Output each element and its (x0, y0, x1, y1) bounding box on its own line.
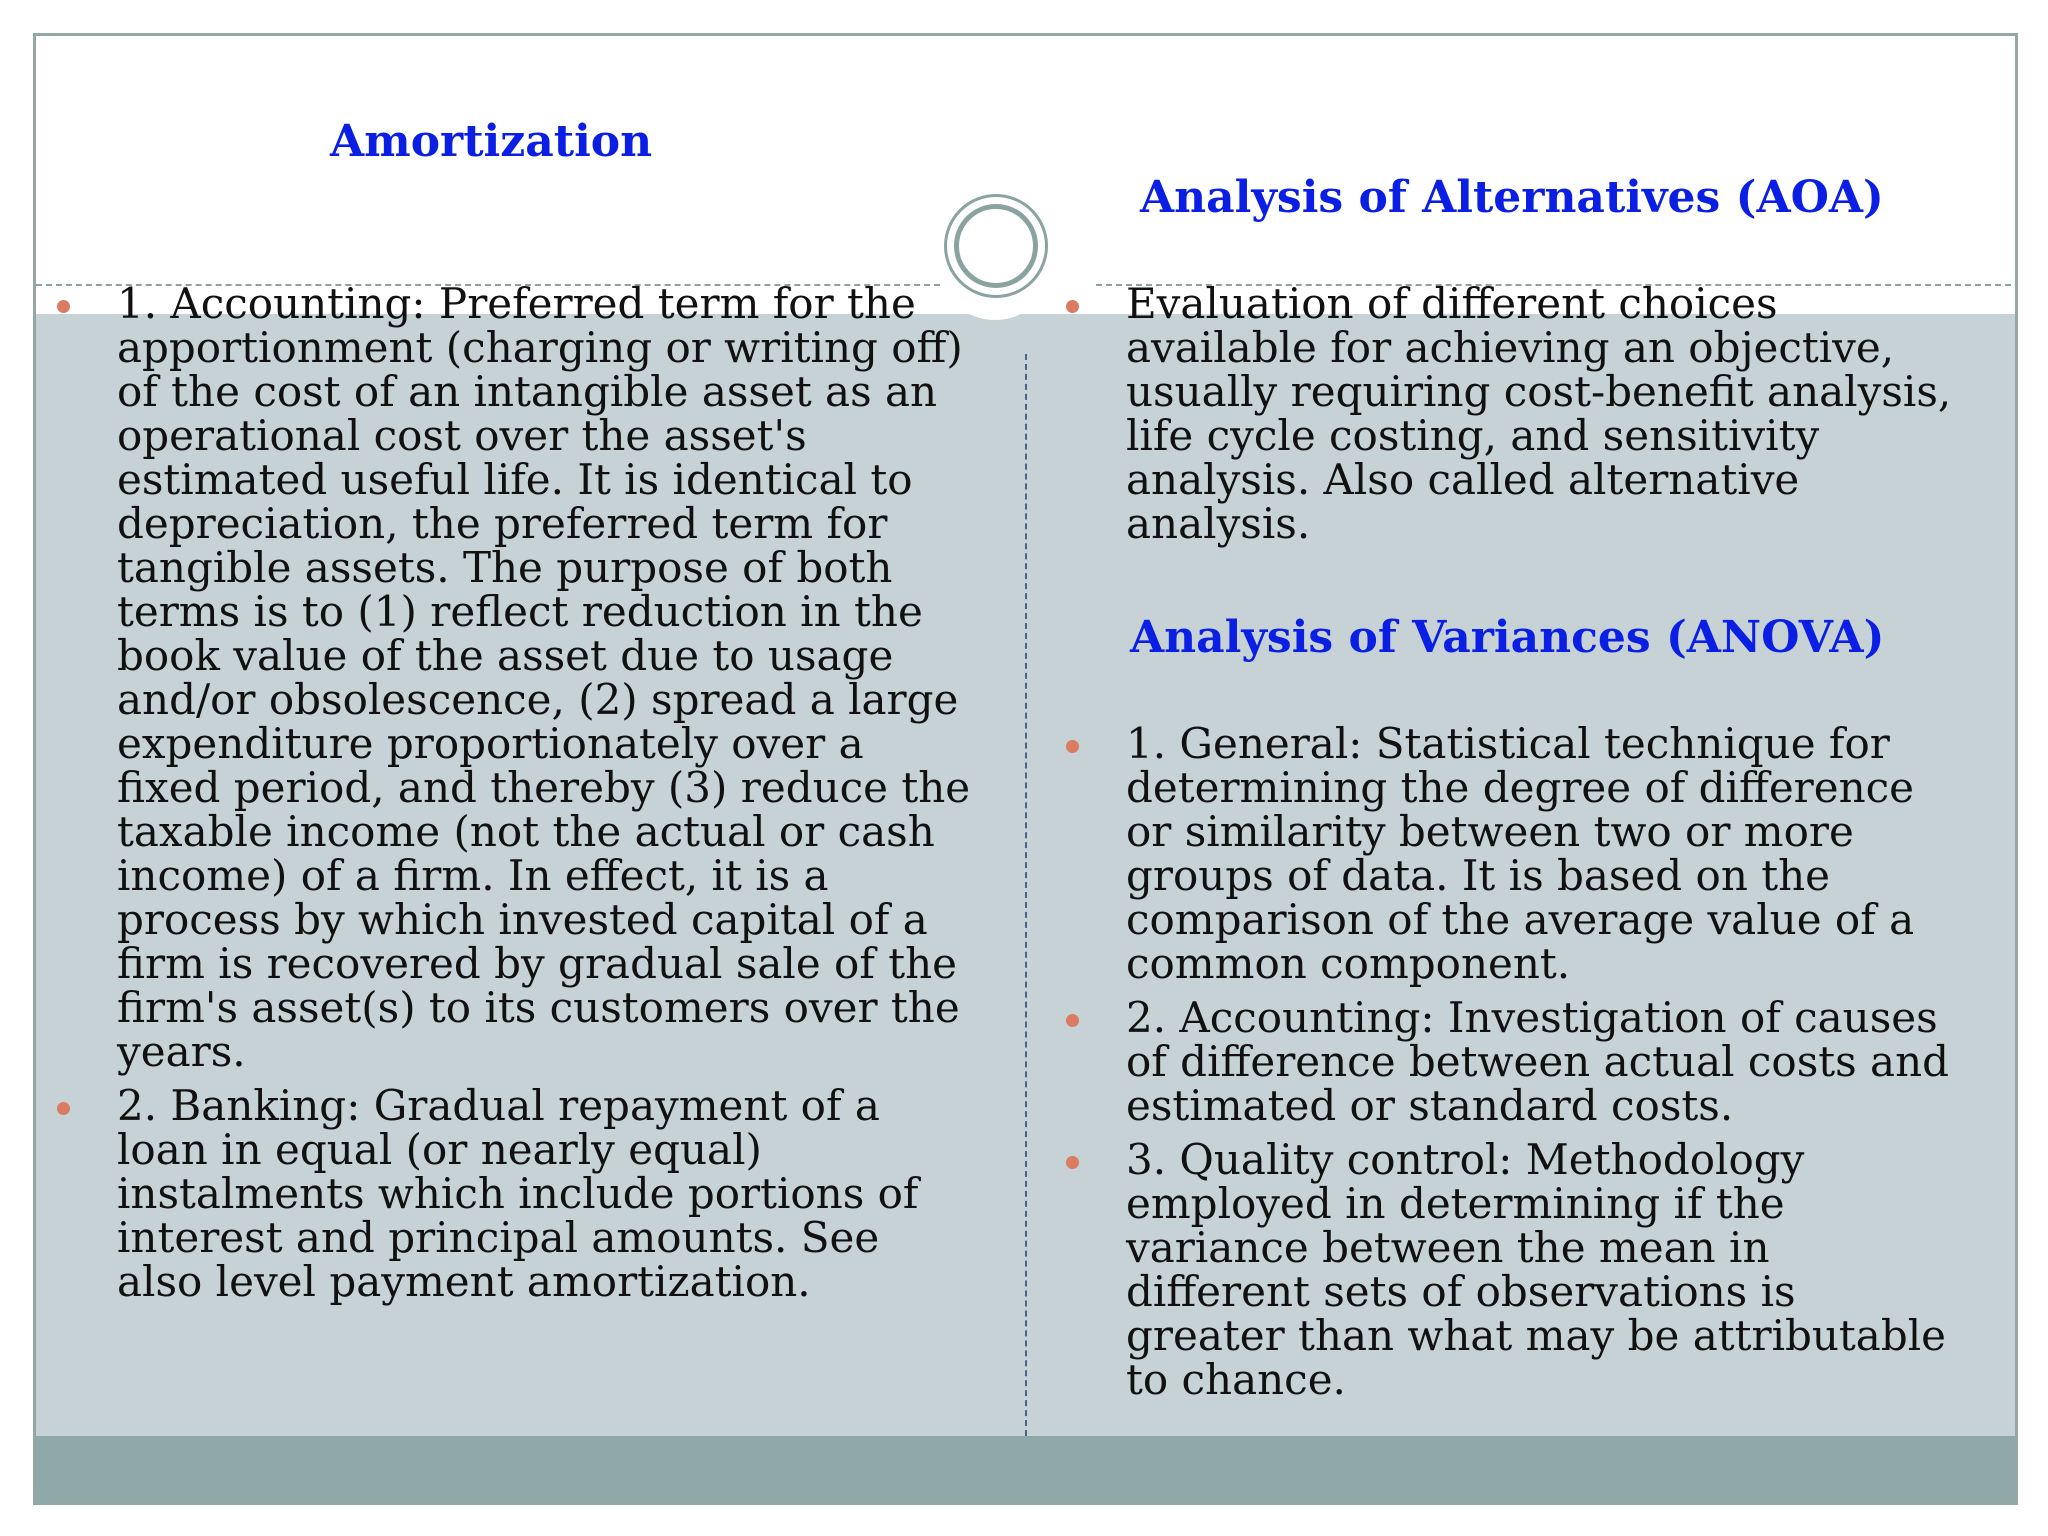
bullet-icon (1066, 300, 1079, 313)
list-item (117, 1081, 977, 1306)
bullet-icon (1066, 1156, 1079, 1169)
list-item-text: 1. General: Statistical technique for determining the degree of difference or similarity between two or more groups of data. It is based on the comparison of the average value of a common component. (1126, 719, 1915, 988)
bullet-icon (1066, 740, 1079, 753)
amortization-heading: Amortization (330, 116, 653, 167)
aoa-heading: Analysis of Alternatives (AOA) (1140, 172, 1884, 223)
anova-heading: Analysis of Variances (ANOVA) (1130, 612, 1885, 663)
footer-band (36, 1436, 2015, 1505)
amortization-list (117, 279, 977, 1306)
bullet-icon (57, 300, 70, 313)
list-item-text: 2. Accounting: Investigation of causes of difference between actual costs and estimated or standard costs. (1126, 993, 1950, 1130)
list-item-text: Evaluation of different choices available for achieving an objective, usually requiring cost-benefit analysis, life cycle costing, and sensitivity analysis. Also called alternative analysis. (1126, 279, 1952, 548)
column-divider (1025, 354, 1027, 1436)
bullet-icon (1066, 1014, 1079, 1027)
list-item (1126, 719, 1966, 988)
list-item-text: 1. Accounting: Preferred term for the apportionment (charging or writing off) of the cost of an intangible asset as an operational cost over the asset's estimated useful life. It is identical to depreciation, the preferred term for tangible assets. The purpose of both terms is to (1) reflect reduction in the book value of the asset due to usage and/or obsolescence, (2) spread a large expenditure proportionately over a fixed period, and thereby (3) reduce the taxable income (not the actual or cash income) of a firm. In effect, it is a process by which invested capital of a firm is recovered by gradual sale of the firm's asset(s) to its customers over the years. (117, 279, 971, 1076)
list-item (1126, 279, 1966, 548)
center-circle-inner-icon (954, 204, 1038, 288)
list-item (117, 279, 977, 1076)
bullet-icon (57, 1102, 70, 1115)
list-item (1126, 993, 1966, 1130)
list-item (1126, 1135, 1966, 1404)
anova-list (1126, 719, 1966, 1404)
list-item-text: 3. Quality control: Methodology employed in determining if the variance between the mean in different sets of observations is greater than what may be attributable to chance. (1126, 1135, 1947, 1404)
aoa-list (1126, 279, 1966, 548)
list-item-text: 2. Banking: Gradual repayment of a loan in equal (or nearly equal) instalments which include portions of interest and principal amounts. See also level payment amortization. (117, 1081, 919, 1306)
